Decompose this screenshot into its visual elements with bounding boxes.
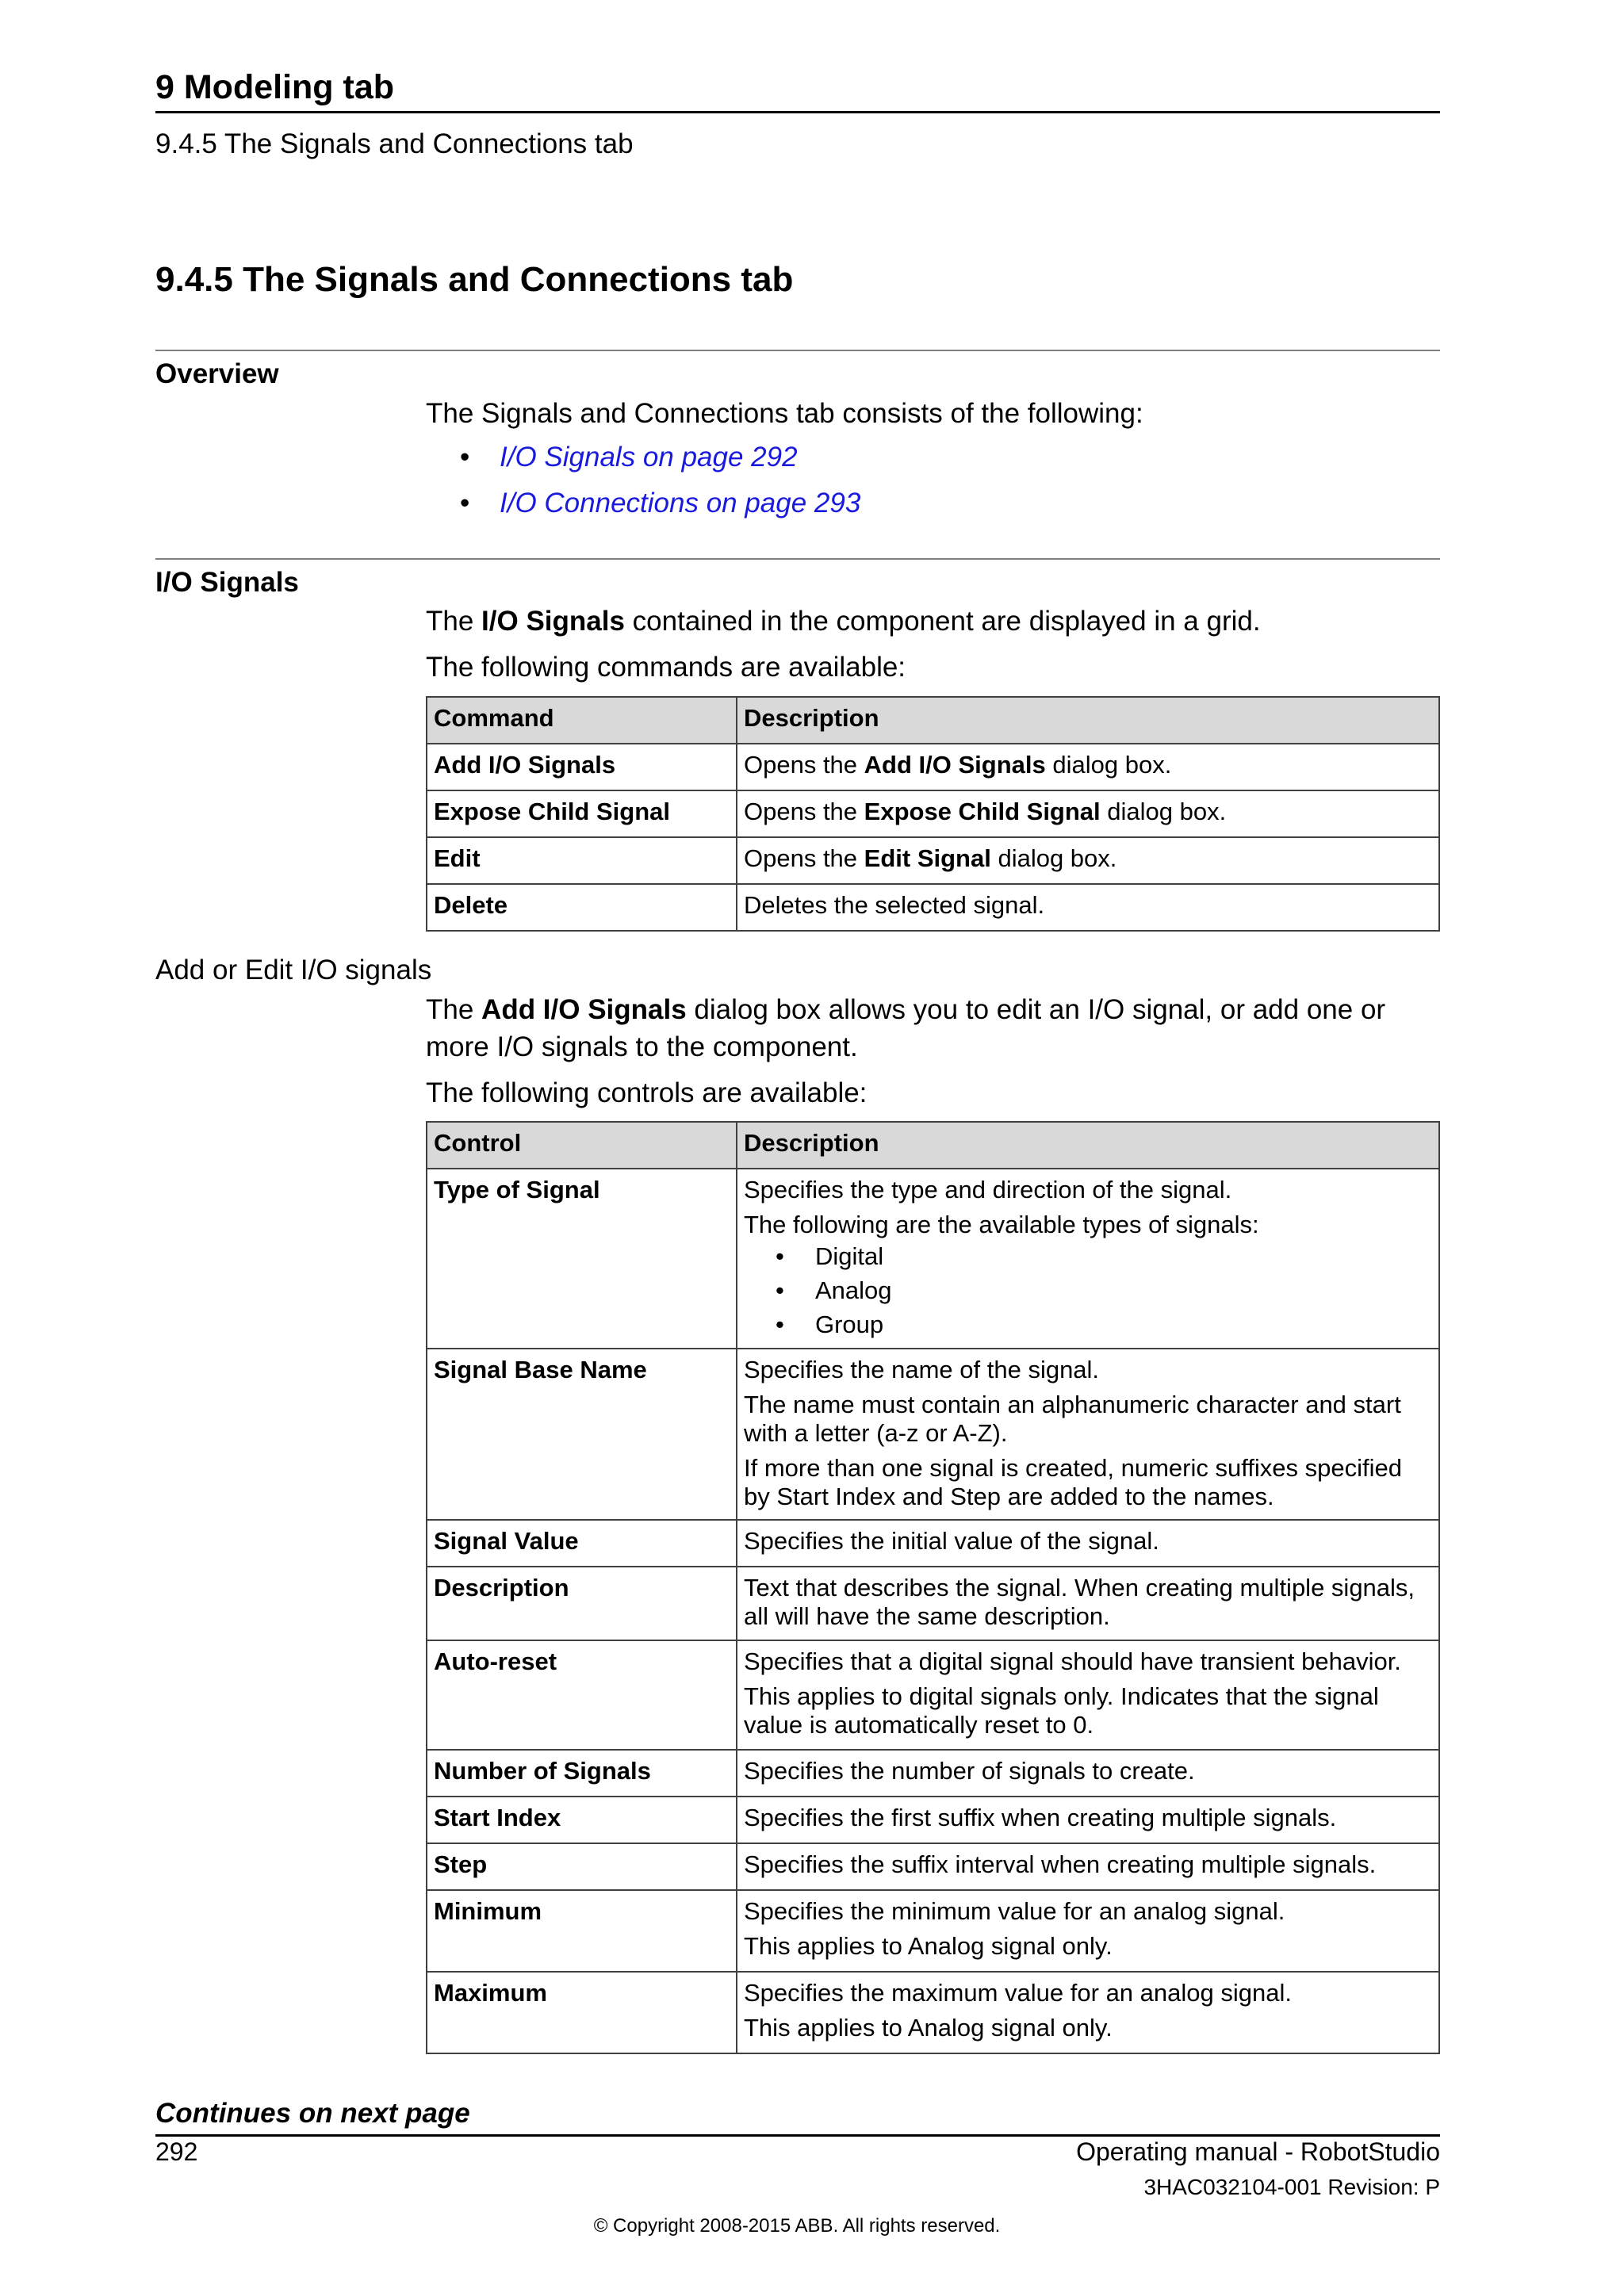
command-cell: Expose Child Signal <box>427 790 737 837</box>
commands-table <box>426 696 1440 932</box>
table-row <box>427 790 1439 837</box>
section-title: 9.4.5 The Signals and Connections tab <box>155 260 794 299</box>
bullet-icon: • <box>460 442 470 473</box>
io-signals-label: I/O Signals <box>155 567 299 598</box>
description-cell: Specifies the first suffix when creating multiple signals. <box>737 1797 1439 1843</box>
add-edit-label: Add or Edit I/O signals <box>155 955 432 985</box>
link-io-signals[interactable]: I/O Signals on page 292 <box>500 442 798 473</box>
manual-title: Operating manual - RobotStudio <box>1076 2137 1440 2166</box>
table-row <box>427 884 1439 931</box>
description-cell: Specifies the maximum value for an analog signal. This applies to Analog signal only. <box>737 1972 1439 2053</box>
control-cell: Signal Value <box>427 1520 737 1567</box>
table-row <box>427 1520 1439 1567</box>
table-row <box>427 1890 1439 1972</box>
control-cell: Minimum <box>427 1890 737 1972</box>
description-cell: Specifies the name of the signal. The name must contain an alphanumeric character and start with a letter (a-z or A-Z). If more than one signal is created, numeric suffixes specified by Start Index and Step are added to the names. <box>737 1349 1439 1520</box>
description-cell: Specifies that a digital signal should have transient behavior. This applies to digital signals only. Indicates that the signal value is automatically reset to 0. <box>737 1640 1439 1750</box>
footer-rule <box>155 2134 1440 2137</box>
copyright: © Copyright 2008-2015 ABB. All rights reserved. <box>593 2215 1001 2237</box>
command-cell: Edit <box>427 837 737 884</box>
section-reference: 9.4.5 The Signals and Connections tab <box>155 128 634 159</box>
table-row <box>427 1843 1439 1890</box>
add-edit-intro: The Add I/O Signals dialog box allows you to edit an I/O signal, or add one or more I/O signals to the component. <box>426 994 1386 1062</box>
description-cell: Specifies the type and direction of the signal. The following are the available types of signals: • Digital • Analog • Group <box>737 1169 1439 1349</box>
controls-table <box>426 1121 1440 2054</box>
document-id: 3HAC032104-001 Revision: P <box>1143 2175 1440 2199</box>
header-rule <box>155 111 1440 113</box>
link-io-connections[interactable]: I/O Connections on page 293 <box>500 488 861 519</box>
table-row <box>427 1640 1439 1750</box>
column-header-description: Description <box>737 1122 1439 1169</box>
list-item: • Digital <box>776 1242 884 1270</box>
bullet-icon: • <box>460 488 470 519</box>
column-header-control: Control <box>427 1122 737 1169</box>
page-number: 292 <box>155 2137 198 2166</box>
description-cell: Deletes the selected signal. <box>737 884 1439 931</box>
control-cell: Description <box>427 1567 737 1640</box>
control-cell: Auto-reset <box>427 1640 737 1750</box>
overview-label: Overview <box>155 358 279 389</box>
table-row <box>427 1797 1439 1843</box>
table-row <box>427 1750 1439 1797</box>
description-cell: Specifies the number of signals to create. <box>737 1750 1439 1797</box>
table-row <box>427 837 1439 884</box>
command-cell: Delete <box>427 884 737 931</box>
list-item: • Group <box>776 1311 884 1338</box>
control-cell: Start Index <box>427 1797 737 1843</box>
io-signals-intro: The I/O Signals contained in the component are displayed in a grid. <box>426 606 1261 637</box>
controls-intro: The following controls are available: <box>426 1077 868 1108</box>
command-cell: Add I/O Signals <box>427 744 737 790</box>
continues-note: Continues on next page <box>155 2098 470 2129</box>
column-header-command: Command <box>427 697 737 744</box>
column-header-description: Description <box>737 697 1439 744</box>
description-cell: Specifies the suffix interval when creating multiple signals. <box>737 1843 1439 1890</box>
description-cell: Opens the Add I/O Signals dialog box. <box>737 744 1439 790</box>
overview-divider <box>155 350 1440 351</box>
description-cell: Opens the Edit Signal dialog box. <box>737 837 1439 884</box>
commands-intro: The following commands are available: <box>426 652 906 683</box>
chapter-title: 9 Modeling tab <box>155 68 394 106</box>
table-row <box>427 744 1439 790</box>
control-cell: Number of Signals <box>427 1750 737 1797</box>
control-cell: Step <box>427 1843 737 1890</box>
table-row <box>427 1169 1439 1349</box>
table-header-row <box>427 697 1439 744</box>
control-cell: Type of Signal <box>427 1169 737 1349</box>
description-cell: Text that describes the signal. When creating multiple signals, all will have the same description. <box>737 1567 1439 1640</box>
signal-types-list <box>744 1239 1432 1341</box>
list-item: • Analog <box>776 1276 892 1304</box>
control-cell: Signal Base Name <box>427 1349 737 1520</box>
table-row <box>427 1567 1439 1640</box>
table-row <box>427 1972 1439 2053</box>
overview-intro: The Signals and Connections tab consists of the following: <box>426 398 1143 429</box>
control-cell: Maximum <box>427 1972 737 2053</box>
table-header-row <box>427 1122 1439 1169</box>
table-row <box>427 1349 1439 1520</box>
description-cell: Specifies the initial value of the signal. <box>737 1520 1439 1567</box>
io-signals-divider <box>155 558 1440 560</box>
description-cell: Opens the Expose Child Signal dialog box. <box>737 790 1439 837</box>
description-cell: Specifies the minimum value for an analog signal. This applies to Analog signal only. <box>737 1890 1439 1972</box>
